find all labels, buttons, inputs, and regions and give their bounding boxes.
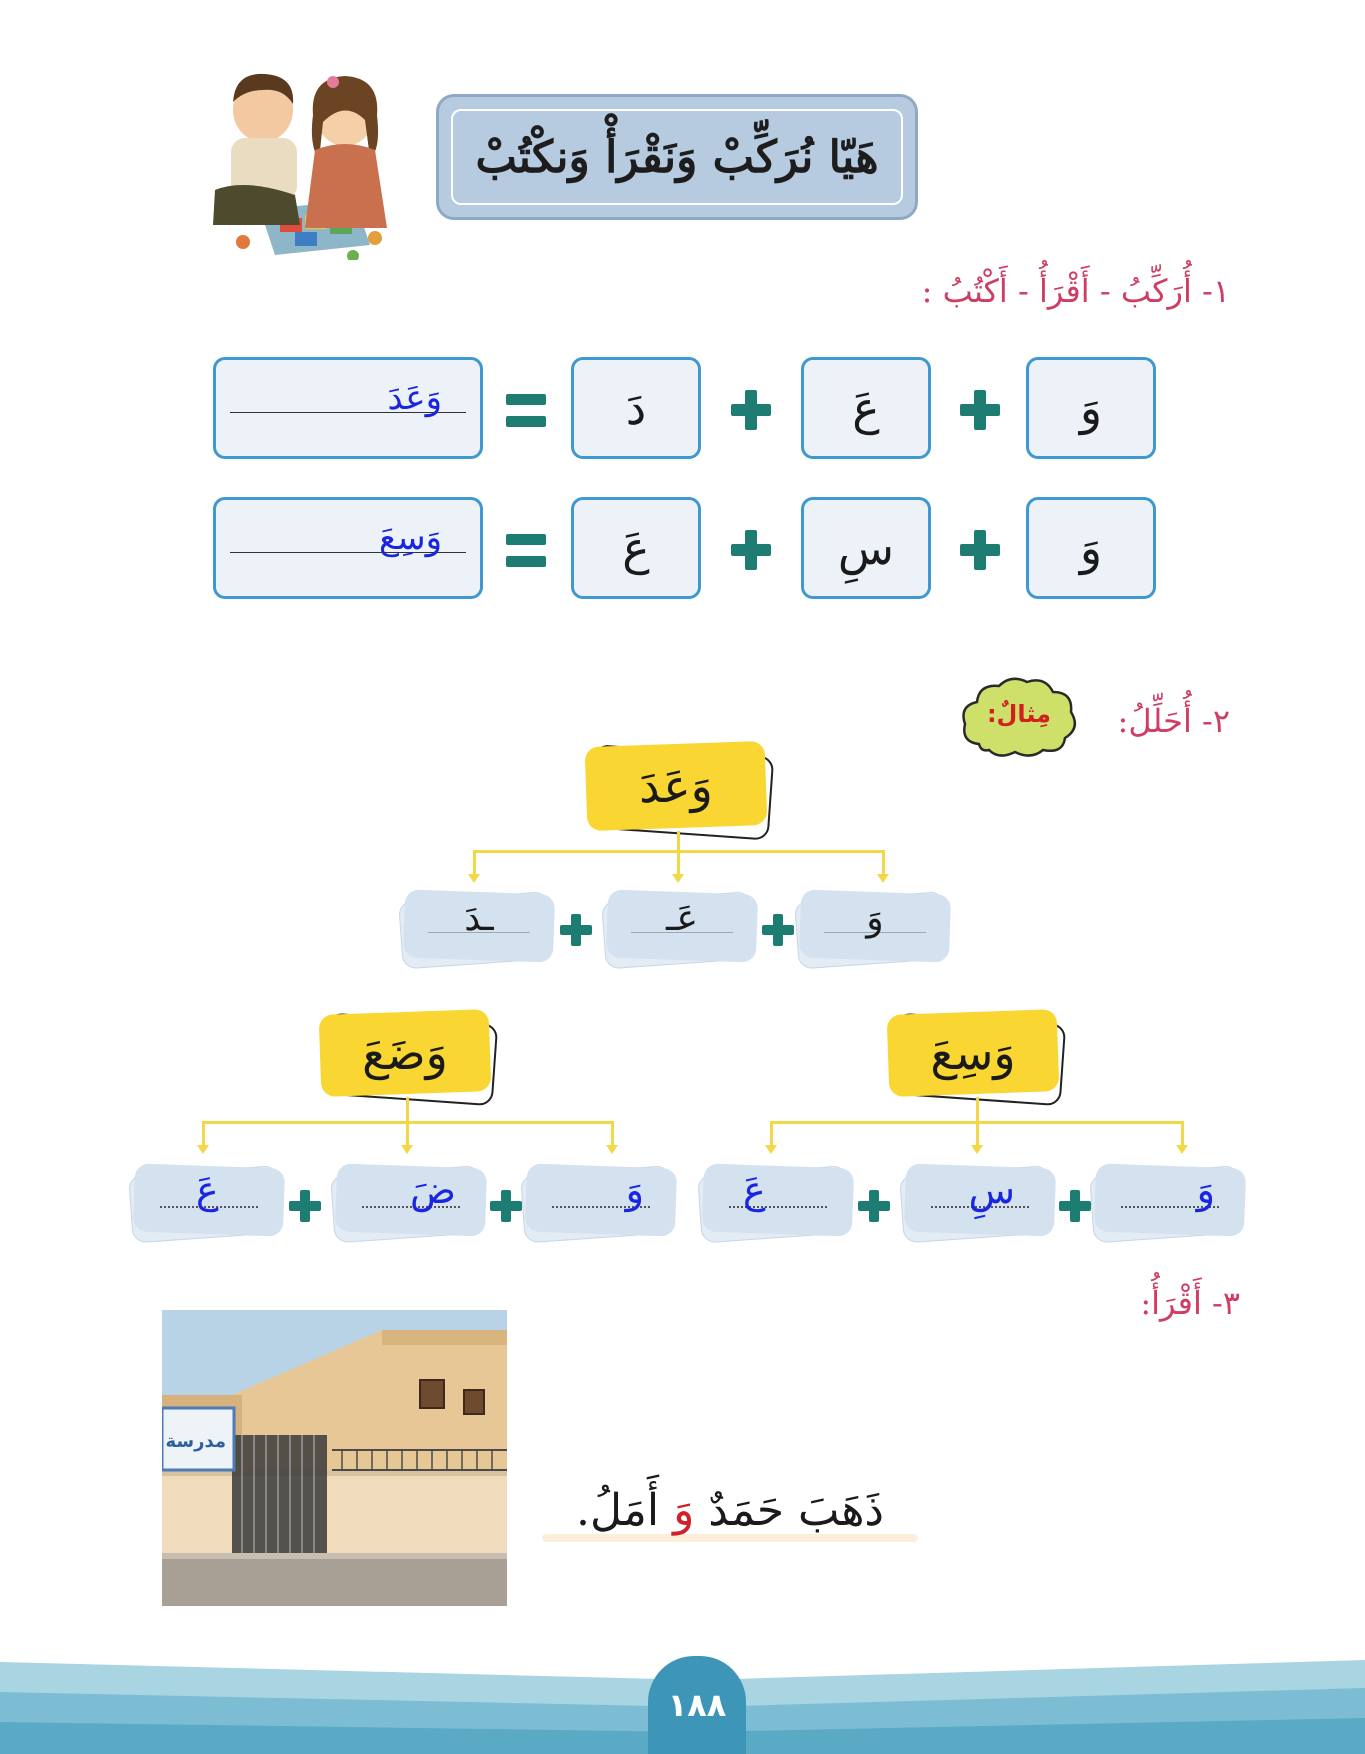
kids-puzzle-illustration bbox=[205, 60, 420, 260]
answer-box[interactable] bbox=[213, 497, 483, 599]
answer-part[interactable]: سِ bbox=[905, 1166, 1055, 1234]
exercise1-heading: ١- أُرَكِّبُ - أَقْرَأُ - أَكْتُبُ : bbox=[921, 272, 1230, 310]
plus-sign bbox=[731, 530, 771, 570]
title-banner bbox=[436, 94, 918, 220]
tree-connector bbox=[473, 850, 476, 875]
tree-connector bbox=[677, 850, 680, 875]
conjunction-highlight: وَ bbox=[673, 1485, 695, 1536]
plus-sign bbox=[560, 914, 592, 946]
answer-part[interactable]: عَ bbox=[134, 1166, 284, 1234]
reading-sentence: ذَهَبَ حَمَدٌ وَ أَمَلُ. bbox=[575, 1485, 885, 1536]
plus-sign bbox=[762, 914, 794, 946]
letter-box: عَ bbox=[801, 357, 931, 459]
plus-sign bbox=[858, 1190, 890, 1222]
tree-connector bbox=[406, 1097, 409, 1122]
plus-sign bbox=[289, 1190, 321, 1222]
letter-box: دَ bbox=[571, 357, 701, 459]
answer-part[interactable]: ضَ bbox=[336, 1166, 486, 1234]
letter-box: عَ bbox=[571, 497, 701, 599]
equals-sign bbox=[506, 534, 546, 568]
word-label-text: وَضَعَ bbox=[362, 1026, 448, 1080]
plus-sign bbox=[960, 530, 1000, 570]
tree-connector bbox=[882, 850, 885, 875]
page-title: هَيّا نُرَكِّبْ وَنَقْرَأْ وَنكْتُبْ bbox=[475, 131, 879, 183]
answer-part[interactable]: وَ bbox=[526, 1166, 676, 1234]
arrow-down-icon bbox=[765, 1145, 777, 1154]
answer-text: وَسِعَ bbox=[378, 518, 442, 558]
plus-sign bbox=[960, 390, 1000, 430]
arrow-down-icon bbox=[1176, 1145, 1188, 1154]
letter-part: ـدَ bbox=[404, 892, 554, 960]
tree-connector bbox=[976, 1121, 979, 1146]
answer-part[interactable]: عَ bbox=[703, 1166, 853, 1234]
arrow-down-icon bbox=[197, 1145, 209, 1154]
word-label-example bbox=[586, 744, 766, 828]
tree-connector bbox=[770, 1121, 773, 1146]
school-building-image bbox=[162, 1310, 507, 1606]
tree-connector bbox=[976, 1097, 979, 1122]
answer-part[interactable]: وَ bbox=[1095, 1166, 1245, 1234]
page-number: ١٨٨ bbox=[667, 1686, 727, 1724]
arrow-down-icon bbox=[606, 1145, 618, 1154]
answer-text: وَعَدَ bbox=[387, 378, 442, 418]
school-sign-text: مدرسة bbox=[165, 1431, 226, 1452]
page-number-badge bbox=[648, 1656, 746, 1754]
equals-sign bbox=[506, 394, 546, 428]
arrow-down-icon bbox=[877, 874, 889, 883]
word-label-text: وَسِعَ bbox=[930, 1026, 1016, 1080]
letter-box: وَ bbox=[1026, 497, 1156, 599]
letter-box: سِ bbox=[801, 497, 931, 599]
answer-box[interactable] bbox=[213, 357, 483, 459]
plus-sign bbox=[1059, 1190, 1091, 1222]
tree-connector bbox=[677, 831, 680, 851]
tree-connector bbox=[202, 1121, 205, 1146]
word-label-1 bbox=[888, 1012, 1058, 1094]
tree-connector bbox=[1181, 1121, 1184, 1146]
example-label: مِثالٌ: bbox=[986, 700, 1052, 728]
arrow-down-icon bbox=[672, 874, 684, 883]
word-label-2 bbox=[320, 1012, 490, 1094]
letter-box: وَ bbox=[1026, 357, 1156, 459]
word-label-text: وَعَدَ bbox=[639, 759, 713, 813]
tree-connector bbox=[611, 1121, 614, 1146]
arrow-down-icon bbox=[401, 1145, 413, 1154]
plus-sign bbox=[490, 1190, 522, 1222]
exercise3-heading: ٣- أَقْرَأُ: bbox=[1140, 1284, 1240, 1322]
letter-part: وَ bbox=[800, 892, 950, 960]
plus-sign bbox=[731, 390, 771, 430]
example-badge bbox=[955, 672, 1083, 762]
tree-connector bbox=[406, 1121, 409, 1146]
letter-part: عَـ bbox=[607, 892, 757, 960]
arrow-down-icon bbox=[468, 874, 480, 883]
exercise2-heading: ٢- أُحَلِّلُ: bbox=[1117, 702, 1230, 740]
arrow-down-icon bbox=[971, 1145, 983, 1154]
